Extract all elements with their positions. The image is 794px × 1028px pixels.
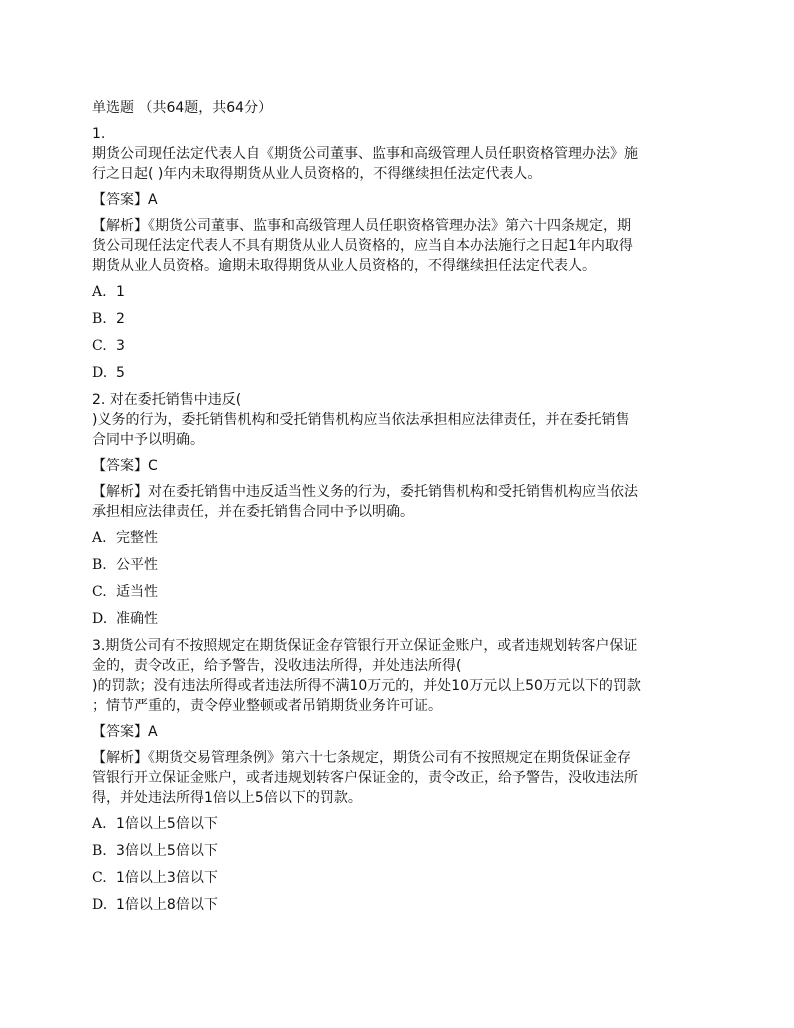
option-letter: D. [92,611,108,627]
option-text: 完整性 [116,530,158,546]
question-text: 2. 对在委托销售中违反( )义务的行为，委托销售机构和受托销售机构应当依法承担相应法律责任，并在委托销售 合同中予以明确。 [92,392,630,448]
answer: 【答案】A [92,724,158,740]
option-letter: C. [92,584,107,600]
option-text: 2 [116,311,125,327]
option-b[interactable] [92,555,714,575]
option-text: 适当性 [116,584,158,600]
option-c[interactable] [92,868,714,888]
answer: 【答案】A [92,192,158,208]
option-text: 3倍以上5倍以下 [116,843,218,859]
option-letter: C. [92,338,107,354]
question-1 [92,124,714,383]
option-d[interactable] [92,609,714,629]
option-letter: A. [92,284,107,300]
option-c[interactable] [92,336,714,356]
option-text: 1 [116,284,125,300]
option-a[interactable] [92,282,714,302]
option-letter: B. [92,843,107,859]
option-text: 公平性 [116,557,158,573]
option-text: 1倍以上3倍以下 [116,870,218,886]
explanation: 【解析】对在委托销售中违反适当性义务的行为，委托销售机构和受托销售机构应当依法 承担相应法律责任，并在委托销售合同中予以明确。 [92,484,638,520]
option-text: 1倍以上5倍以下 [116,816,218,832]
question-2 [92,390,714,629]
option-text: 1倍以上8倍以下 [116,897,218,913]
answer: 【答案】C [92,458,158,474]
question-number: 1. [92,126,106,142]
option-b[interactable] [92,841,714,861]
explanation: 【解析】《期货公司董事、监事和高级管理人员任职资格管理办法》第六十四条规定，期 货公司现任法定代表人不具有期货从业人员资格的，应当自本办法施行之日起1年内取得 期货从业人员资格。逾期未取得期货从业人员资格的，不得继续担任法定代表人。 [92,218,633,274]
option-b[interactable] [92,309,714,329]
section-title: 单选题 （共64题，共64分） [92,100,273,116]
option-list [92,528,714,629]
option-letter: C. [92,870,107,886]
explanation: 【解析】《期货交易管理条例》第六十七条规定，期货公司有不按照规定在期货保证金存 管银行开立保证金账户，或者违规划转客户保证金的，责令改正，给予警告，没收违法所 得，并处违法所得1倍以上5倍以下的罚款。 [92,750,638,806]
option-letter: A. [92,816,107,832]
option-letter: A. [92,530,107,546]
option-list [92,282,714,383]
option-letter: B. [92,311,107,327]
option-d[interactable] [92,895,714,915]
option-c[interactable] [92,582,714,602]
option-letter: D. [92,365,108,381]
option-text: 3 [116,338,125,354]
question-text: 期货公司现任法定代表人自《期货公司董事、监事和高级管理人员任职资格管理办法》施 行之日起( )年内未取得期货从业人员资格的，不得继续担任法定代表人。 [92,146,638,182]
option-a[interactable] [92,814,714,834]
option-letter: D. [92,897,108,913]
option-list [92,814,714,915]
option-text: 5 [116,365,125,381]
question-3 [92,636,714,915]
option-letter: B. [92,557,107,573]
question-text: 3.期货公司有不按照规定在期货保证金存管银行开立保证金账户，或者违规划转客户保证 金的，责令改正，给予警告，没收违法所得，并处违法所得( )的罚款；没有违法所得或者违法所得不满10万元的，并处10万元以上50万元以下的罚款 ；情节严重的，责令停业整顿或者吊销期货业务许可证。 [92,638,641,714]
option-a[interactable] [92,528,714,548]
option-d[interactable] [92,363,714,383]
option-text: 准确性 [116,611,158,627]
